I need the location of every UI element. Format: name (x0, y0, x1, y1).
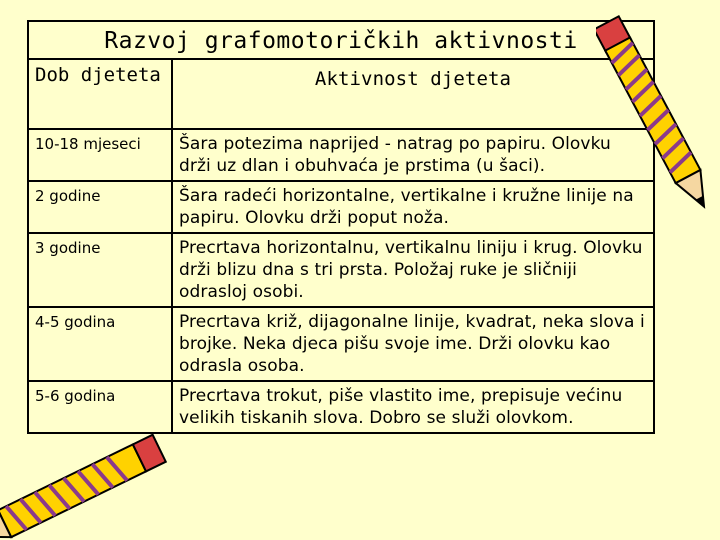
table-row (28, 307, 654, 381)
title-box (27, 20, 655, 58)
activity-cell: Precrtava trokut, piše vlastito ime, prepisuje većinu velikih tiskanih slova. Dobro se služi olovkom. (172, 381, 654, 433)
table-row (28, 181, 654, 233)
pencil-icon (0, 410, 200, 540)
table-row (28, 129, 654, 181)
pencil-icon (596, 0, 720, 240)
header-age: Dob djeteta (28, 59, 172, 129)
slide-title: Razvoj grafomotoričkih aktivnosti (104, 28, 578, 54)
age-cell: 3 godine (28, 233, 172, 307)
activity-cell: Precrtava križ, dijagonalne linije, kvadrat, neka slova i brojke. Neka djeca pišu svoje ime. Drži olovku kao odrasla osoba. (172, 307, 654, 381)
age-cell: 2 godine (28, 181, 172, 233)
activity-cell: Šara radeći horizontalne, vertikalne i kružne linije na papiru. Olovku drži poput noža. (172, 181, 654, 233)
age-cell: 4-5 godina (28, 307, 172, 381)
table-row (28, 233, 654, 307)
activity-cell: Precrtava horizontalnu, vertikalnu liniju i krug. Olovku drži blizu dna s tri prsta. Položaj ruke je sličniji odrasloj osobi. (172, 233, 654, 307)
age-cell: 5-6 godina (28, 381, 172, 433)
age-cell: 10-18 mjeseci (28, 129, 172, 181)
development-table (27, 58, 655, 434)
activity-cell: Šara potezima naprijed - natrag po papiru. Olovku drži uz dlan i obuhvaća je prstima (u šaci). (172, 129, 654, 181)
header-activity: Aktivnost djeteta (172, 59, 654, 129)
table-header-row (28, 59, 654, 129)
